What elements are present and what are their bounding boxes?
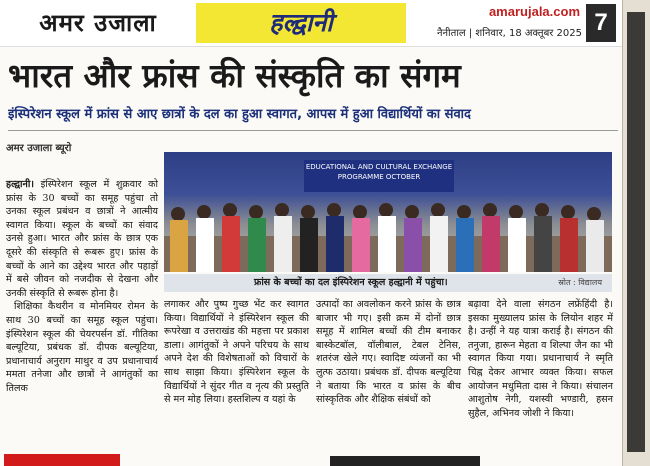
article-column-1 xyxy=(6,178,158,396)
headline: भारत और फ्रांस की संस्कृति का संगम xyxy=(8,56,461,95)
website-label: amarujala.com xyxy=(488,4,580,19)
next-article-strip xyxy=(4,454,120,466)
article-column-4: बढ़ावा देने वाला संगठन लफ्रेंहिंदी है। इसका मुख्यालय फ्रांस के लियोन शहर में है। उन्हीं ने यह यात्रा कराई है। संगठन की तनुजा, हारून मेहता व शिल्पा जैन का भी स्वागत किया गया। प्रधानाचार्य ने स्मृति चिह्न देकर आभार व्यक्त किया। सफल आयोजन मधुमिता दास ने किया। संचालन आशुतोष नेगी, यशस्वी भण्डारी, हसन सुहैल, अभिनव जोशी ने किया। xyxy=(468,299,613,419)
newspaper-logo: अमर उजाला xyxy=(6,4,190,42)
article-column-2: लगाकर और पुष्प गुच्छ भेंट कर स्वागत किया। विद्यार्थियों ने इंस्पिरेशन स्कूल की रूपरेखा व उत्तराखंड की महत्ता पर प्रकाश डाला। आगंतुकों ने अपने परिचय के साथ अपने देश की विशेषताओं को विचारों के साथ साझा किया। इंस्पिरेशन स्कूल के विद्यार्थियों ने सुंदर गीत व नृत्य की प्रस्तुति से मन मोह लिया। हस्तशिल्प व यहां के xyxy=(164,299,309,406)
article-column-3: उत्पादों का अवलोकन करने फ्रांस के छात्र बाजार भी गए। इसी क्रम में दोनों छात्र समूह में शामिल बच्चों की टीम बनाकर बास्केटबॉल, वॉलीबाल, टेबल टेनिस, शतरंज खेले गए। स्वादिष्ट व्यंजनों का भी लुत्फ उठाया। प्रबंधक डॉ. दीपक बल्यूटिया ने बताया कि भारत व फ्रांस के बीच सांस्कृतिक और शैक्षिक संबंधों को xyxy=(316,299,461,406)
photo-caption-bar xyxy=(164,274,612,292)
dateline: नैनीताल | शनिवार, 18 अक्तूबर 2025 xyxy=(436,28,582,39)
byline: अमर उजाला ब्यूरो xyxy=(6,143,72,154)
masthead xyxy=(0,0,622,47)
article-para-2: शिक्षिका कैथरीन व मोनमियर रोमन के साथ 30 बच्चों का समूह स्कूल पहुंचा। इंस्पिरेशन स्कूल की चेयरपर्सन डॉ. गीतिका बल्यूटिया, प्रबंधक डॉ. दीपक बल्यूटिया, प्रधानाचार्य अनुराग माथुर व उप प्रधानाचार्य ममता तनेजा और छात्रों ने आगंतुकों का तिलक xyxy=(6,301,158,394)
subheadline: इंस्पिरेशन स्कूल में फ्रांस से आए छात्रों के दल का हुआ स्वागत, आपस में हुआ विद्यार्थियों का संवाद xyxy=(8,107,471,122)
page-number: 7 xyxy=(586,4,616,42)
photo-banner: EDUCATIONAL AND CULTURAL EXCHANGE PROGRAMME OCTOBER xyxy=(304,160,454,192)
edition-label: हल्द्वानी xyxy=(196,3,406,43)
article-para-1: इंस्पिरेशन स्कूल में शुक्रवार को फ्रांस के 30 बच्चों का समूह पहुंचा तो उनका स्कूल प्रबंधन व छात्रों ने आत्मीय स्वागत किया। स्कूल के बच्चों का संवाद उनसे हुआ। भारत और फ्रांस के छात्र एक दूसरे की संस्कृति से रूबरू हुए। फ्रांस के बच्चों के आने का उद्देश्य भारत और पहाड़ों में बसे जीवन को नजदीक से देखना और उनकी संस्कृति से रूबरू होना है। xyxy=(6,179,158,299)
group-photo-people xyxy=(164,186,612,272)
adjacent-page-block xyxy=(627,12,645,452)
news-photo xyxy=(164,152,612,272)
article-dateline: हल्द्वानी। xyxy=(6,179,34,190)
photo-credit: स्रोत : विद्यालय xyxy=(558,278,602,287)
divider xyxy=(8,130,618,131)
photo-caption: फ्रांस के बच्चों का दल इंस्पिरेशन स्कूल हल्द्वानी में पहुंचा। xyxy=(254,277,448,288)
next-headline-strip xyxy=(330,456,480,466)
adjacent-page-edge xyxy=(622,0,650,466)
